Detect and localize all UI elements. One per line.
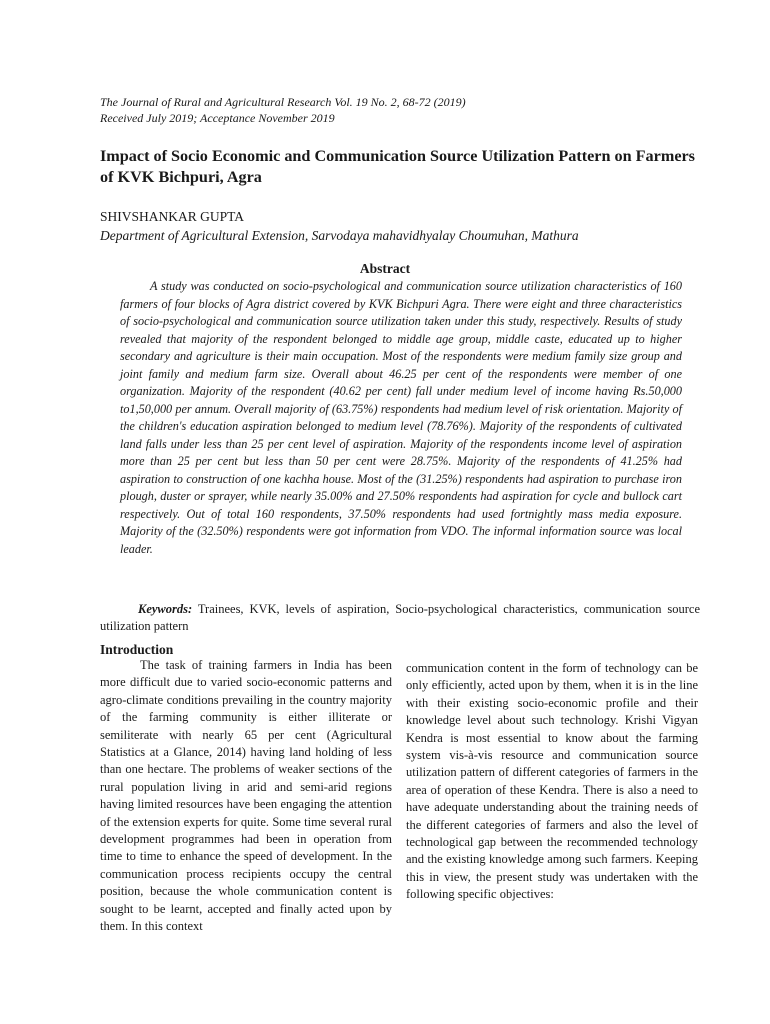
- author-name: SHIVSHANKAR GUPTA: [100, 209, 245, 224]
- keywords: [100, 601, 700, 635]
- introduction-right-column: communication content in the form of technology can be only efficiently, acted upon by them, when it is in the line with their existing socio-economic profile and their knowledge level about such technology. Krishi Vigyan Kendra is most essential to know about the farming system vis-à-vis resource and communication source utilization pattern of different categories of farmers in the area of operation of these Kendra. There is also a need to have adequate understanding about the training needs of the different categories of farmers and also the level of technological gap between the recommended technology and the existing knowledge among such farmers. Keeping this in view, the present study was undertaken with the following specific objectives:: [406, 661, 698, 902]
- keywords-label: Keywords:: [138, 602, 193, 616]
- abstract-text: A study was conducted on socio-psychological and communication source utilization characteristics of 160 farmers of four blocks of Agra district covered by KVK Bichpuri Agra. There were eight and three characteristics of socio-psychological and communication source utilization taken under this study, respectively. Results of study revealed that majority of the respondent belonged to middle age group, middle caste, educated up to higher secondary and agriculture is their main occupation. Most of the respondents were medium family size group and joint family and medium farm size. Overall about 46.25 per cent of the respondents were member of one organization. Majority of the respondent (40.62 per cent) fall under medium level of income having Rs.50,000 to1,50,000 per annum. Overall majority of (63.75%) respondents had medium level of risk orientation. Majority of the children's education aspiration belonged to medium level (78.76%). Majority of the respondents of cultivated land falls under less than 25 per cent level of aspiration. Majority of the respondents income level of aspiration more than 25 per cent but less than 50 per cent were 28.75%. Majority of the respondents of 41.25% had aspiration to construction of one kachha house. Most of the (31.25%) respondents had aspiration to purchase iron plough, duster or sprayer, while nearly 35.00% and 27.50% respondents had aspiration for cycle and bullock cart respectively. Out of total 160 respondents, 37.50% respondents had used fortnightly mass media exposure. Majority of the (32.50%) respondents were got information from VDO. The informal information source was local leader.: [120, 279, 682, 556]
- introduction-heading: Introduction: [100, 642, 174, 657]
- author-affiliation: Department of Agricultural Extension, Sarvodaya mahavidhyalay Choumuhan, Mathura: [100, 228, 579, 243]
- article-title: Impact of Socio Economic and Communication Source Utilization Pattern on Farmers of KVK Bichpuri, Agra: [100, 147, 695, 186]
- journal-header: [100, 94, 700, 126]
- keywords-text: Trainees, KVK, levels of aspiration, Socio-psychological characteristics, communication source utilization pattern: [100, 602, 700, 633]
- abstract-heading: Abstract: [359, 261, 411, 276]
- received-dates: Received July 2019; Acceptance November 2019: [100, 111, 335, 125]
- introduction-left-column: The task of training farmers in India has been more difficult due to varied socio-economic patterns and agro-climate conditions prevailing in the country majority of the farming community is either illiterate or semiliterate with nearly 65 per cent (Agricultural Statistics at a Glance, 2014) having land holding of less than one hectare. The problems of weaker sections of the rural population living in arid and semi-arid regions having limited resources have been engaging the attention of the extension experts for quite. Some time several rural development programmes had been in operation from time to time to enhance the speed of development. In the communication process recipients occupy the central position, because the whole communication content is sought to be learnt, accepted and finally acted upon by them. In this context: [100, 658, 392, 934]
- journal-citation: The Journal of Rural and Agricultural Research Vol. 19 No. 2, 68-72 (2019): [100, 95, 466, 109]
